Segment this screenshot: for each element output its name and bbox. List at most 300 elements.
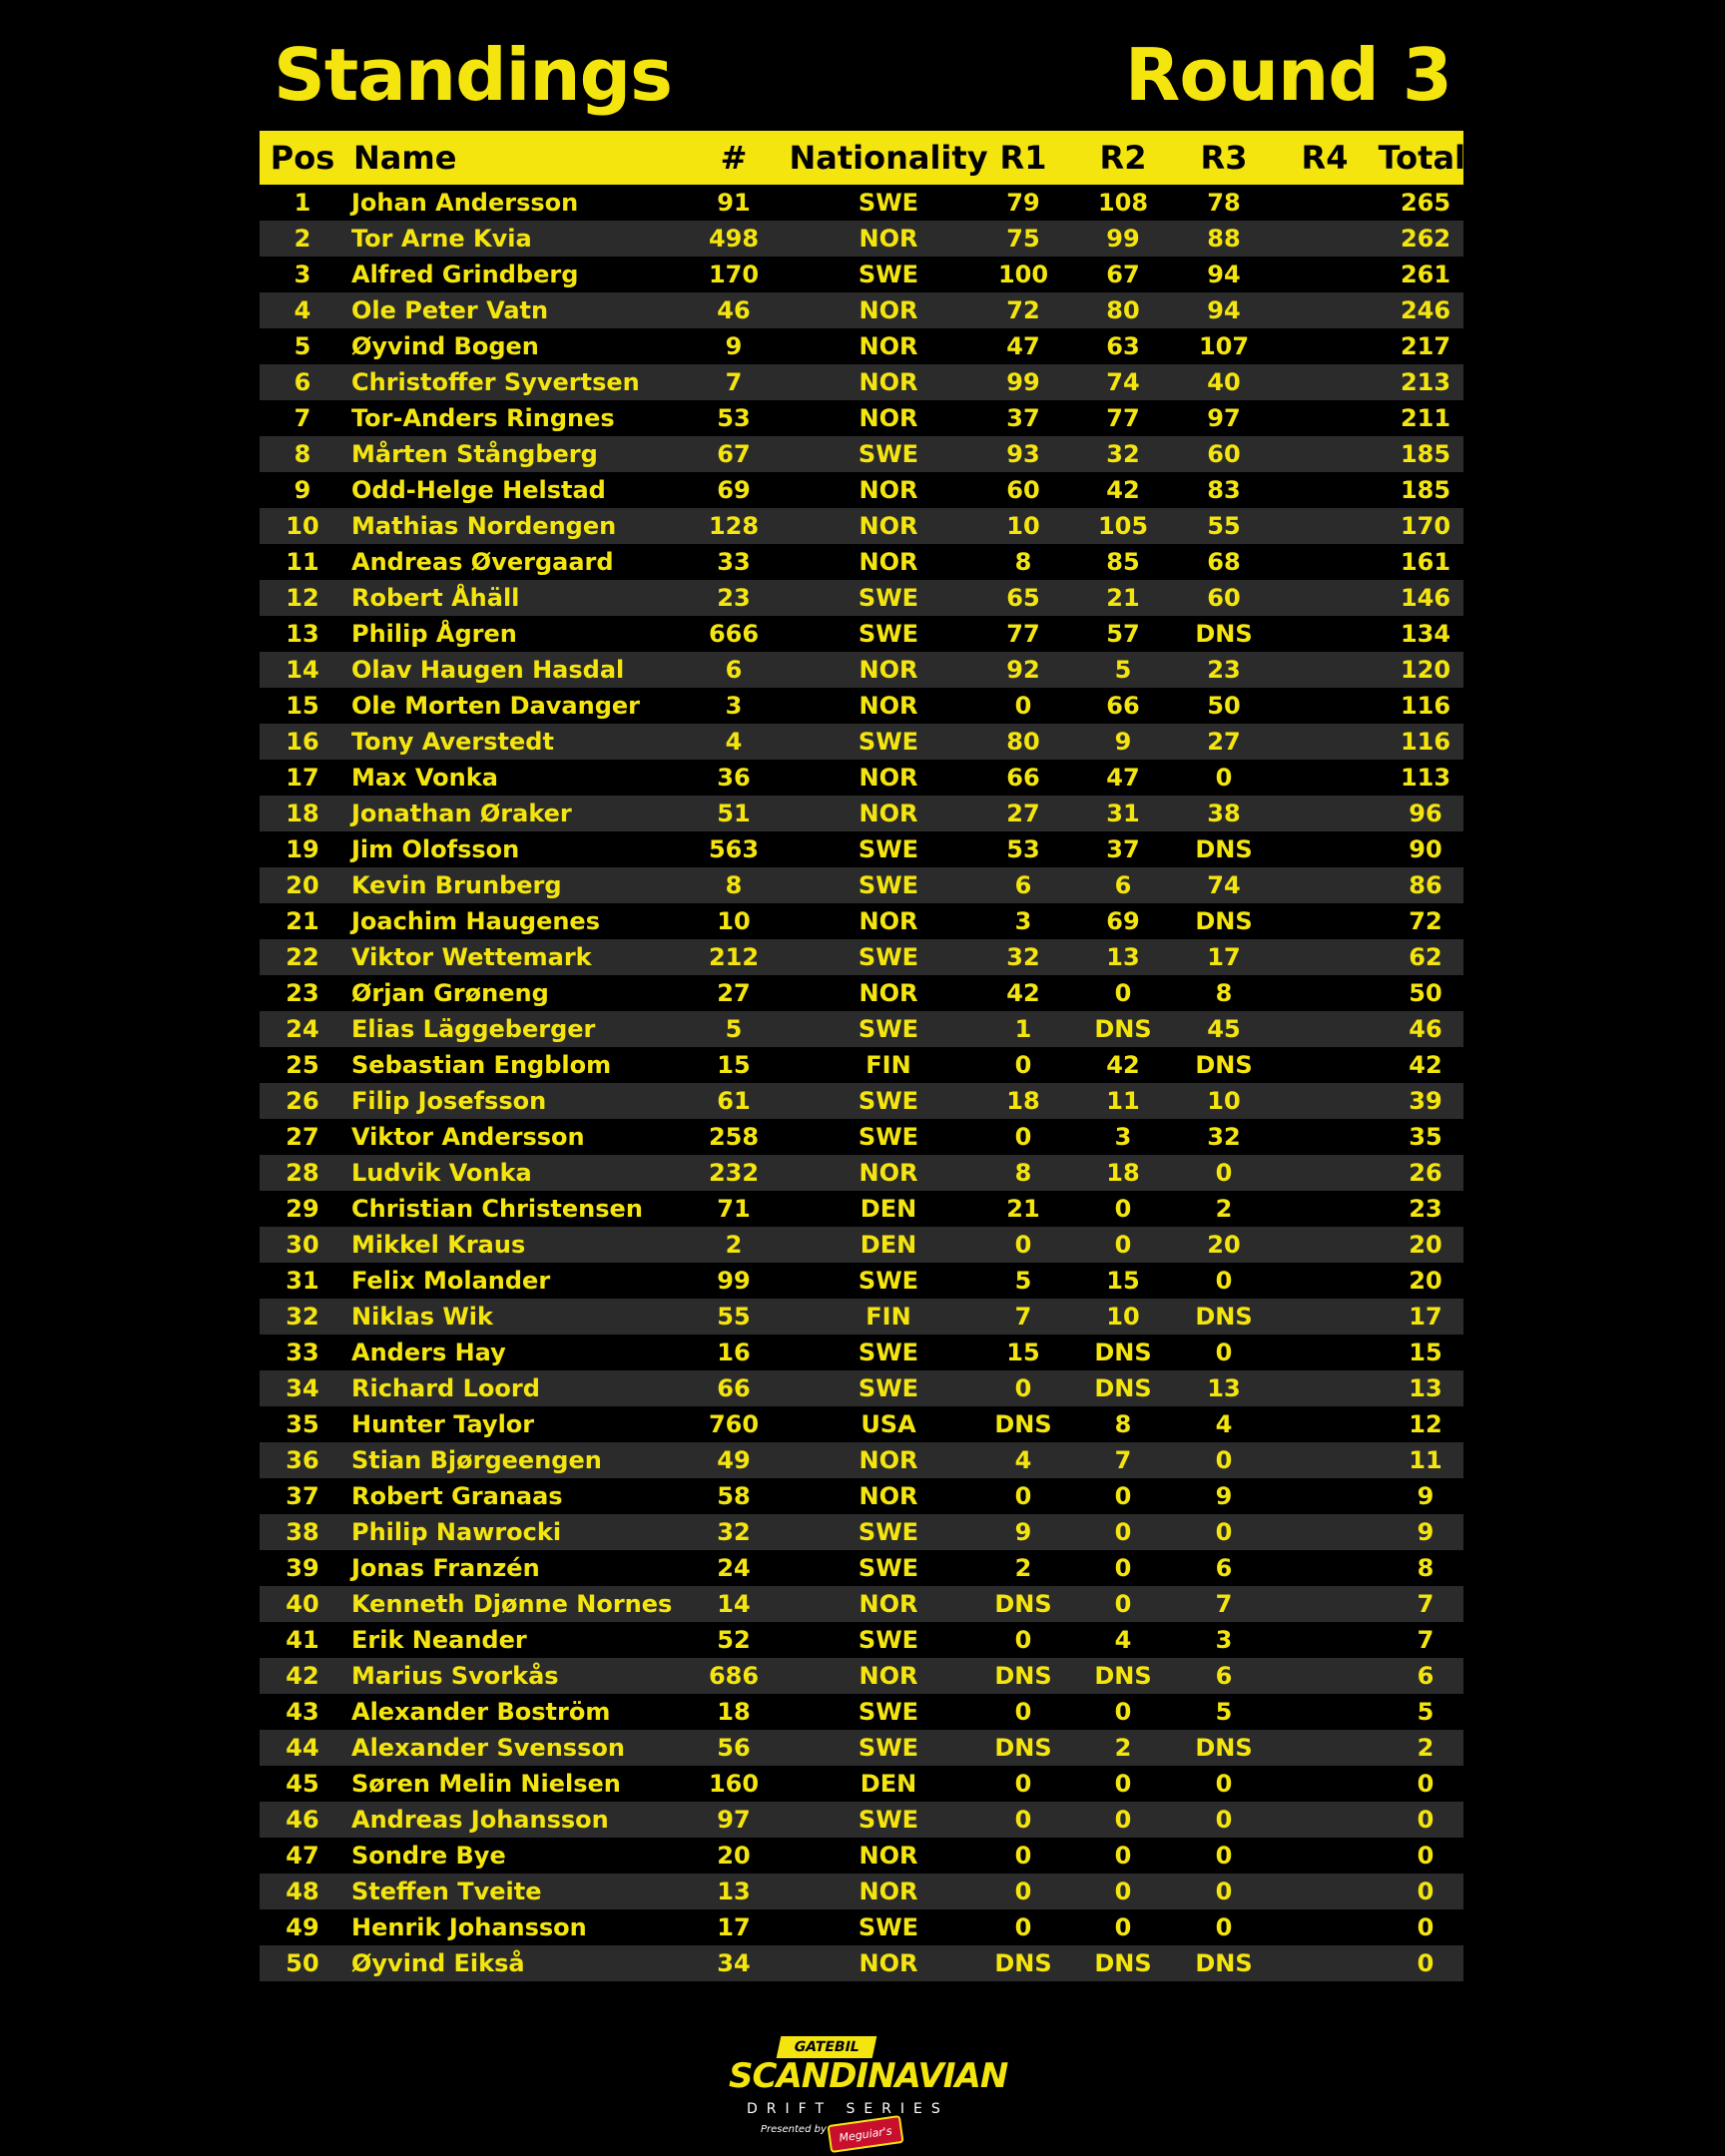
cell-number: 99 <box>717 1267 751 1295</box>
cell-r3: 6 <box>1215 1554 1233 1582</box>
cell-r1: 0 <box>1014 1482 1032 1510</box>
cell-number: 7 <box>725 368 743 396</box>
cell-r3: 13 <box>1207 1374 1241 1402</box>
cell-r2: 2 <box>1114 1734 1132 1762</box>
cell-name: Christian Christensen <box>351 1195 643 1223</box>
header-nationality: Nationality <box>789 139 988 177</box>
cell-total: 23 <box>1409 1195 1442 1223</box>
cell-total: 26 <box>1409 1159 1442 1187</box>
cell-r2: 0 <box>1114 1806 1132 1834</box>
cell-r1: DNS <box>994 1734 1052 1762</box>
cell-r2: 21 <box>1106 584 1140 612</box>
cell-r1: DNS <box>994 1410 1052 1438</box>
standings-table <box>260 131 1463 1981</box>
cell-number: 61 <box>717 1087 751 1115</box>
cell-number: 33 <box>717 548 751 576</box>
cell-name: Viktor Andersson <box>351 1123 585 1151</box>
cell-number: 32 <box>717 1518 751 1546</box>
table-row <box>260 221 1463 257</box>
cell-nationality: SWE <box>858 1626 919 1654</box>
cell-r3: 60 <box>1207 584 1241 612</box>
cell-r2: 108 <box>1097 189 1149 217</box>
cell-r3: DNS <box>1195 1734 1253 1762</box>
cell-total: 11 <box>1409 1446 1442 1474</box>
cell-r3: 40 <box>1207 368 1241 396</box>
cell-nationality: NOR <box>859 548 918 576</box>
cell-nationality: NOR <box>859 1482 918 1510</box>
table-row <box>260 1478 1463 1514</box>
cell-r1: 42 <box>1006 979 1040 1007</box>
cell-number: 34 <box>717 1949 751 1977</box>
cell-r2: 0 <box>1114 1554 1132 1582</box>
cell-pos: 25 <box>286 1051 319 1079</box>
cell-nationality: NOR <box>859 764 918 792</box>
cell-r2: 0 <box>1114 1842 1132 1870</box>
cell-number: 8 <box>725 871 743 899</box>
table-row <box>260 364 1463 400</box>
cell-r3: 38 <box>1207 800 1241 827</box>
cell-number: 53 <box>717 404 751 432</box>
cell-r2: 18 <box>1106 1159 1140 1187</box>
table-row <box>260 257 1463 292</box>
cell-r1: 72 <box>1006 296 1040 324</box>
header-pos: Pos <box>270 139 335 177</box>
table-row <box>260 724 1463 760</box>
cell-pos: 39 <box>286 1554 319 1582</box>
cell-number: 24 <box>717 1554 751 1582</box>
cell-total: 146 <box>1400 584 1451 612</box>
cell-number: 160 <box>708 1770 760 1798</box>
cell-pos: 27 <box>286 1123 319 1151</box>
cell-r3: 94 <box>1207 261 1241 288</box>
cell-r1: 0 <box>1014 1123 1032 1151</box>
cell-total: 185 <box>1400 440 1451 468</box>
cell-pos: 3 <box>293 261 311 288</box>
cell-r3: 107 <box>1198 332 1250 360</box>
cell-name: Hunter Taylor <box>351 1410 535 1438</box>
cell-nationality: NOR <box>859 1590 918 1618</box>
cell-name: Alexander Boström <box>351 1698 611 1726</box>
cell-name: Kevin Brunberg <box>351 871 562 899</box>
cell-r2: 99 <box>1106 225 1140 253</box>
cell-nationality: NOR <box>859 225 918 253</box>
table-row <box>260 903 1463 939</box>
cell-pos: 12 <box>286 584 319 612</box>
cell-r3: DNS <box>1195 1051 1253 1079</box>
cell-nationality: SWE <box>858 1123 919 1151</box>
cell-r3: 50 <box>1207 692 1241 720</box>
cell-name: Elias Läggeberger <box>351 1015 596 1043</box>
cell-nationality: SWE <box>858 261 919 288</box>
cell-name: Joachim Haugenes <box>351 907 600 935</box>
cell-name: Mikkel Kraus <box>351 1231 526 1259</box>
cell-nationality: DEN <box>860 1195 917 1223</box>
cell-number: 6 <box>725 656 743 684</box>
cell-nationality: NOR <box>859 692 918 720</box>
cell-number: 56 <box>717 1734 751 1762</box>
cell-pos: 38 <box>286 1518 319 1546</box>
table-row <box>260 508 1463 544</box>
cell-r1: 65 <box>1006 584 1040 612</box>
header-r4: R4 <box>1301 139 1349 177</box>
cell-pos: 36 <box>286 1446 319 1474</box>
table-row <box>260 831 1463 867</box>
cell-r2: 3 <box>1114 1123 1132 1151</box>
cell-total: 15 <box>1409 1339 1442 1366</box>
table-row <box>260 1802 1463 1838</box>
cell-pos: 35 <box>286 1410 319 1438</box>
cell-r1: 79 <box>1006 189 1040 217</box>
cell-total: 185 <box>1400 476 1451 504</box>
cell-name: Alfred Grindberg <box>351 261 579 288</box>
cell-pos: 29 <box>286 1195 319 1223</box>
cell-r2: 15 <box>1106 1267 1140 1295</box>
cell-r2: 13 <box>1106 943 1140 971</box>
cell-number: 52 <box>717 1626 751 1654</box>
cell-r2: 0 <box>1114 1590 1132 1618</box>
cell-number: 232 <box>708 1159 760 1187</box>
cell-number: 14 <box>717 1590 751 1618</box>
cell-nationality: NOR <box>859 1662 918 1690</box>
cell-r3: 83 <box>1207 476 1241 504</box>
cell-name: Andreas Johansson <box>351 1806 609 1834</box>
cell-nationality: NOR <box>859 332 918 360</box>
cell-pos: 20 <box>286 871 319 899</box>
cell-r3: DNS <box>1195 620 1253 648</box>
cell-r1: 6 <box>1014 871 1032 899</box>
cell-r2: 10 <box>1106 1303 1140 1331</box>
cell-nationality: SWE <box>858 943 919 971</box>
cell-r3: 94 <box>1207 296 1241 324</box>
cell-pos: 33 <box>286 1339 319 1366</box>
cell-pos: 24 <box>286 1015 319 1043</box>
cell-r3: 10 <box>1207 1087 1241 1115</box>
cell-name: Philip Ågren <box>351 620 517 648</box>
cell-total: 96 <box>1409 800 1442 827</box>
cell-nationality: SWE <box>858 440 919 468</box>
cell-r2: 80 <box>1106 296 1140 324</box>
table-row <box>260 616 1463 652</box>
cell-name: Stian Bjørgeengen <box>351 1446 602 1474</box>
header-r3: R3 <box>1200 139 1248 177</box>
cell-total: 116 <box>1400 692 1451 720</box>
cell-r1: 21 <box>1006 1195 1040 1223</box>
cell-nationality: FIN <box>865 1303 911 1331</box>
cell-r1: 0 <box>1014 1051 1032 1079</box>
cell-nationality: SWE <box>858 189 919 217</box>
cell-pos: 2 <box>293 225 311 253</box>
cell-r2: 8 <box>1114 1410 1132 1438</box>
header-r2: R2 <box>1099 139 1147 177</box>
cell-total: 0 <box>1417 1842 1435 1870</box>
cell-name: Olav Haugen Hasdal <box>351 656 625 684</box>
cell-name: Niklas Wik <box>351 1303 493 1331</box>
cell-nationality: NOR <box>859 476 918 504</box>
cell-r1: 0 <box>1014 1231 1032 1259</box>
cell-number: 97 <box>717 1806 751 1834</box>
cell-r2: DNS <box>1094 1339 1152 1366</box>
cell-total: 50 <box>1409 979 1442 1007</box>
cell-number: 46 <box>717 296 751 324</box>
round-label: Round 3 <box>1124 33 1451 117</box>
table-row <box>260 472 1463 508</box>
table-row <box>260 652 1463 688</box>
cell-total: 5 <box>1417 1698 1435 1726</box>
cell-pos: 18 <box>286 800 319 827</box>
cell-r3: 78 <box>1207 189 1241 217</box>
cell-nationality: SWE <box>858 584 919 612</box>
cell-r3: 74 <box>1207 871 1241 899</box>
cell-nationality: SWE <box>858 728 919 756</box>
cell-total: 62 <box>1409 943 1442 971</box>
table-row <box>260 760 1463 796</box>
cell-r3: DNS <box>1195 835 1253 863</box>
cell-r1: 80 <box>1006 728 1040 756</box>
cell-r3: 32 <box>1207 1123 1241 1151</box>
cell-r2: 0 <box>1114 1231 1132 1259</box>
cell-pos: 44 <box>286 1734 319 1762</box>
cell-number: 212 <box>708 943 760 971</box>
cell-pos: 13 <box>286 620 319 648</box>
cell-pos: 34 <box>286 1374 319 1402</box>
table-row <box>260 867 1463 903</box>
cell-name: Øyvind Eikså <box>351 1949 525 1977</box>
cell-r3: 0 <box>1215 1267 1233 1295</box>
cell-pos: 14 <box>286 656 319 684</box>
cell-r1: 60 <box>1006 476 1040 504</box>
table-row <box>260 1227 1463 1263</box>
table-row <box>260 544 1463 580</box>
cell-r1: 0 <box>1014 1842 1032 1870</box>
cell-name: Richard Loord <box>351 1374 540 1402</box>
cell-number: 49 <box>717 1446 751 1474</box>
cell-number: 258 <box>708 1123 760 1151</box>
cell-pos: 32 <box>286 1303 319 1331</box>
cell-number: 58 <box>717 1482 751 1510</box>
cell-nationality: SWE <box>858 1734 919 1762</box>
cell-number: 51 <box>717 800 751 827</box>
cell-number: 20 <box>717 1842 751 1870</box>
table-row <box>260 1730 1463 1766</box>
cell-number: 23 <box>717 584 751 612</box>
cell-name: Robert Granaas <box>351 1482 563 1510</box>
cell-r2: 0 <box>1114 1518 1132 1546</box>
table-row <box>260 1550 1463 1586</box>
cell-pos: 30 <box>286 1231 319 1259</box>
table-row <box>260 1263 1463 1299</box>
cell-pos: 37 <box>286 1482 319 1510</box>
cell-r2: 4 <box>1114 1626 1132 1654</box>
cell-r3: 0 <box>1215 764 1233 792</box>
cell-total: 72 <box>1409 907 1442 935</box>
table-row <box>260 1370 1463 1406</box>
cell-name: Robert Åhäll <box>351 584 520 612</box>
cell-name: Alexander Svensson <box>351 1734 625 1762</box>
cell-r2: DNS <box>1094 1374 1152 1402</box>
table-row <box>260 1119 1463 1155</box>
cell-name: Andreas Øvergaard <box>351 548 614 576</box>
table-row <box>260 1047 1463 1083</box>
table-row <box>260 1622 1463 1658</box>
cell-name: Jim Olofsson <box>351 835 520 863</box>
cell-r3: 8 <box>1215 979 1233 1007</box>
cell-nationality: NOR <box>859 1878 918 1905</box>
logo-gatebil: GATEBIL <box>777 2036 877 2058</box>
cell-nationality: SWE <box>858 1806 919 1834</box>
cell-r3: 55 <box>1207 512 1241 540</box>
cell-r1: 2 <box>1014 1554 1032 1582</box>
cell-r3: 9 <box>1215 1482 1233 1510</box>
cell-r2: 31 <box>1106 800 1140 827</box>
cell-r2: 11 <box>1106 1087 1140 1115</box>
cell-pos: 22 <box>286 943 319 971</box>
table-row <box>260 1155 1463 1191</box>
cell-r3: 0 <box>1215 1913 1233 1941</box>
cell-total: 134 <box>1400 620 1451 648</box>
cell-nationality: FIN <box>865 1051 911 1079</box>
cell-nationality: SWE <box>858 1374 919 1402</box>
cell-nationality: SWE <box>858 1015 919 1043</box>
cell-r3: 88 <box>1207 225 1241 253</box>
table-row <box>260 1945 1463 1981</box>
table-row <box>260 1909 1463 1945</box>
cell-number: 36 <box>717 764 751 792</box>
cell-nationality: SWE <box>858 1698 919 1726</box>
cell-r2: 74 <box>1106 368 1140 396</box>
table-row <box>260 580 1463 616</box>
cell-total: 20 <box>1409 1231 1442 1259</box>
cell-r3: 23 <box>1207 656 1241 684</box>
cell-nationality: SWE <box>858 835 919 863</box>
table-row <box>260 1658 1463 1694</box>
cell-r1: 10 <box>1006 512 1040 540</box>
cell-total: 17 <box>1409 1303 1442 1331</box>
cell-r2: 77 <box>1106 404 1140 432</box>
cell-nationality: SWE <box>858 1518 919 1546</box>
cell-nationality: NOR <box>859 1949 918 1977</box>
cell-number: 13 <box>717 1878 751 1905</box>
cell-r3: 0 <box>1215 1806 1233 1834</box>
cell-pos: 45 <box>286 1770 319 1798</box>
cell-nationality: NOR <box>859 368 918 396</box>
cell-number: 17 <box>717 1913 751 1941</box>
cell-name: Ole Peter Vatn <box>351 296 549 324</box>
cell-name: Sondre Bye <box>351 1842 506 1870</box>
cell-total: 113 <box>1400 764 1451 792</box>
cell-r1: 77 <box>1006 620 1040 648</box>
cell-pos: 19 <box>286 835 319 863</box>
cell-number: 67 <box>717 440 751 468</box>
cell-name: Jonas Franzén <box>351 1554 540 1582</box>
cell-total: 86 <box>1409 871 1442 899</box>
cell-name: Felix Molander <box>351 1267 551 1295</box>
cell-r2: DNS <box>1094 1662 1152 1690</box>
cell-total: 0 <box>1417 1913 1435 1941</box>
cell-r1: 5 <box>1014 1267 1032 1295</box>
cell-r2: DNS <box>1094 1949 1152 1977</box>
table-row <box>260 292 1463 328</box>
cell-number: 686 <box>708 1662 760 1690</box>
cell-nationality: NOR <box>859 800 918 827</box>
cell-r2: 37 <box>1106 835 1140 863</box>
logo-main-text: SCANDINAVIAN <box>729 2056 1008 2096</box>
cell-nationality: NOR <box>859 296 918 324</box>
cell-number: 9 <box>725 332 743 360</box>
cell-nationality: NOR <box>859 979 918 1007</box>
cell-pos: 4 <box>293 296 311 324</box>
cell-number: 27 <box>717 979 751 1007</box>
cell-name: Øyvind Bogen <box>351 332 539 360</box>
cell-pos: 11 <box>286 548 319 576</box>
cell-pos: 23 <box>286 979 319 1007</box>
cell-name: Ole Morten Davanger <box>351 692 640 720</box>
cell-nationality: DEN <box>860 1231 917 1259</box>
cell-name: Ludvik Vonka <box>351 1159 532 1187</box>
cell-name: Viktor Wettemark <box>351 943 592 971</box>
cell-nationality: NOR <box>859 1159 918 1187</box>
cell-r1: 100 <box>997 261 1049 288</box>
cell-total: 2 <box>1417 1734 1435 1762</box>
cell-r3: 0 <box>1215 1339 1233 1366</box>
cell-r3: 0 <box>1215 1518 1233 1546</box>
cell-total: 0 <box>1417 1878 1435 1905</box>
table-row <box>260 1191 1463 1227</box>
cell-r1: 27 <box>1006 800 1040 827</box>
cell-total: 170 <box>1400 512 1451 540</box>
cell-r1: 0 <box>1014 1878 1032 1905</box>
cell-r3: 6 <box>1215 1662 1233 1690</box>
cell-r1: 4 <box>1014 1446 1032 1474</box>
cell-nationality: SWE <box>858 1554 919 1582</box>
cell-r1: 93 <box>1006 440 1040 468</box>
cell-nationality: SWE <box>858 620 919 648</box>
cell-total: 261 <box>1400 261 1451 288</box>
cell-pos: 7 <box>293 404 311 432</box>
cell-pos: 50 <box>286 1949 319 1977</box>
cell-r1: 92 <box>1006 656 1040 684</box>
cell-total: 20 <box>1409 1267 1442 1295</box>
cell-r1: 8 <box>1014 548 1032 576</box>
cell-r3: 17 <box>1207 943 1241 971</box>
cell-r3: DNS <box>1195 907 1253 935</box>
cell-nationality: SWE <box>858 871 919 899</box>
table-row <box>260 975 1463 1011</box>
cell-pos: 47 <box>286 1842 319 1870</box>
cell-r3: 2 <box>1215 1195 1233 1223</box>
cell-number: 563 <box>708 835 760 863</box>
table-row <box>260 436 1463 472</box>
logo-presented-by: Presented by <box>761 2124 827 2135</box>
cell-name: Kenneth Djønne Nornes <box>351 1590 673 1618</box>
cell-number: 55 <box>717 1303 751 1331</box>
cell-r3: 3 <box>1215 1626 1233 1654</box>
cell-r2: 69 <box>1106 907 1140 935</box>
cell-name: Anders Hay <box>351 1339 506 1366</box>
cell-total: 120 <box>1400 656 1451 684</box>
cell-nationality: NOR <box>859 512 918 540</box>
cell-r3: DNS <box>1195 1303 1253 1331</box>
table-row <box>260 1766 1463 1802</box>
cell-number: 16 <box>717 1339 751 1366</box>
scandinavian-drift-series-logo <box>699 2026 1028 2146</box>
cell-name: Max Vonka <box>351 764 498 792</box>
cell-r3: 27 <box>1207 728 1241 756</box>
table-row <box>260 796 1463 831</box>
cell-r1: DNS <box>994 1590 1052 1618</box>
cell-pos: 41 <box>286 1626 319 1654</box>
cell-r1: 75 <box>1006 225 1040 253</box>
header-r1: R1 <box>999 139 1047 177</box>
